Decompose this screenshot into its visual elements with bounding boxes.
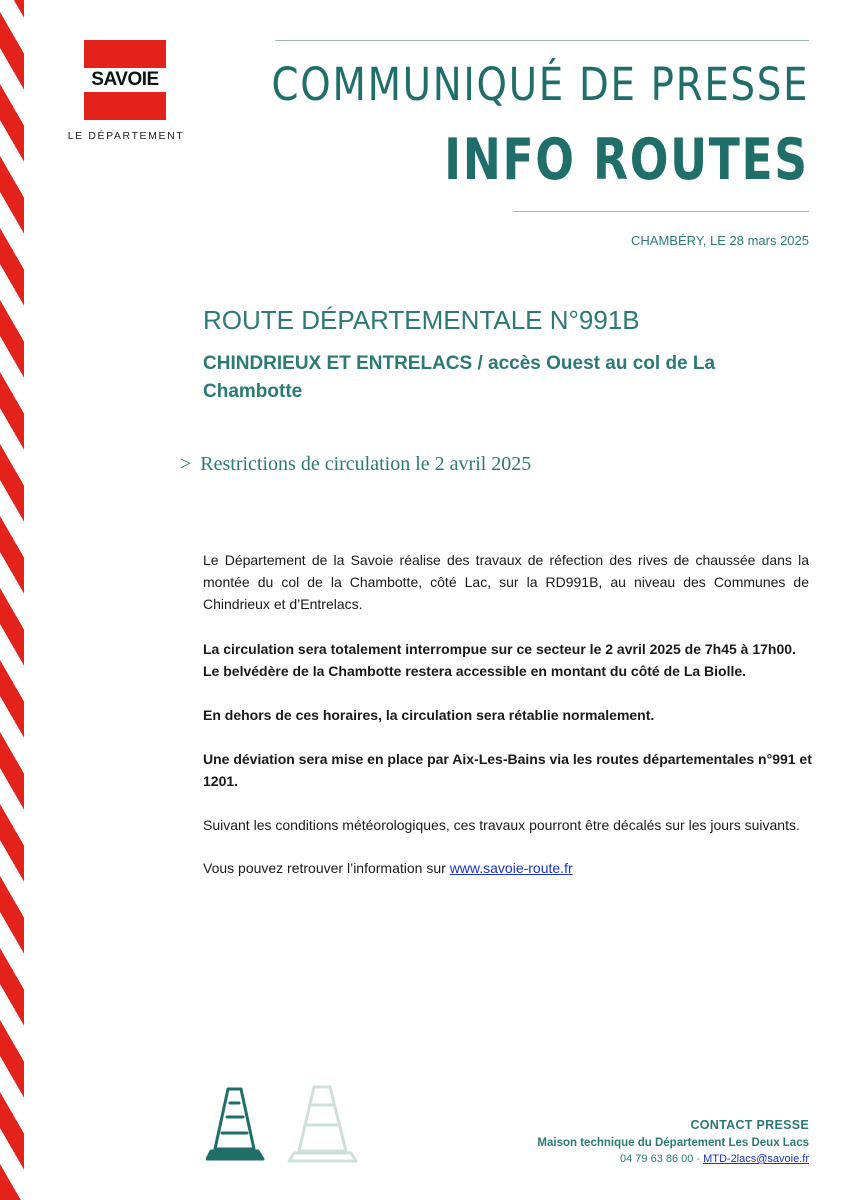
belvedere-line: Le belvédère de la Chambotte restera accessible en montant du côté de La Biolle. [203,663,747,679]
road-subtitle: CHINDRIEUX ET ENTRELACS / accès Ouest au col de La Chambotte [203,353,716,402]
traffic-cone-icon [207,1089,263,1159]
contact-phone: 04 79 63 86 00 [620,1153,694,1165]
savoie-route-link[interactable]: www.savoie-route.fr [449,860,573,876]
paragraph-detour: Une déviation sera mise en place par Aix-Les-Bains via les routes départementales n°991 et 1201. [203,751,812,789]
header-top-rule [275,40,809,41]
heading-info-routes: INFO ROUTES [444,127,809,193]
contact-organisation: Maison technique du Département Les Deux Lacs [537,1137,809,1149]
paragraph-info [203,857,809,879]
contact-email-link[interactable]: MTD-2lacs@savoie.fr [703,1153,809,1165]
chevron-right-icon: > [180,453,192,475]
header-bottom-rule [513,211,809,212]
contact-line [537,1153,809,1165]
closure-line: La circulation sera totalement interrompue sur ce secteur le 2 avril 2025 de 7h45 à 17h00. [203,641,796,657]
paragraph-weather: Suivant les conditions météorologiques, ces travaux pourront être décalés sur les jours suivants. [203,817,800,833]
traffic-cone-faded-icon [289,1087,356,1161]
savoie-logo [66,40,186,150]
press-contact [537,1118,809,1165]
paragraph-intro: Le Département de la Savoie réalise des travaux de réfection des rives de chaussée dans la montée du col de la Chambotte, côté Lac, sur la RD991B, au niveau des Communes de Chindrieux et d’Entrelacs. [203,552,809,612]
info-text: Vous pouvez retrouver l’information sur [203,860,450,876]
date-line: CHAMBÉRY, LE 28 mars 2025 [631,233,809,248]
traffic-cones [206,1083,366,1168]
restriction-heading [180,453,531,476]
paragraph-closure [203,638,809,682]
logo-wordmark: SAVOIE [84,68,166,92]
restriction-text: Restrictions de circulation le 2 avril 2025 [200,453,532,475]
contact-title: CONTACT PRESSE [690,1118,809,1132]
heading-communique: COMMUNIQUÉ DE PRESSE [271,58,809,111]
logo-subtitle: LE DÉPARTEMENT [67,130,185,142]
red-white-stripe-band [0,0,24,1200]
contact-separator: - [696,1153,701,1165]
road-title: ROUTE DÉPARTEMENTALE N°991B [203,305,640,335]
paragraph-hours: En dehors de ces horaires, la circulation sera rétablie normalement. [203,707,655,723]
